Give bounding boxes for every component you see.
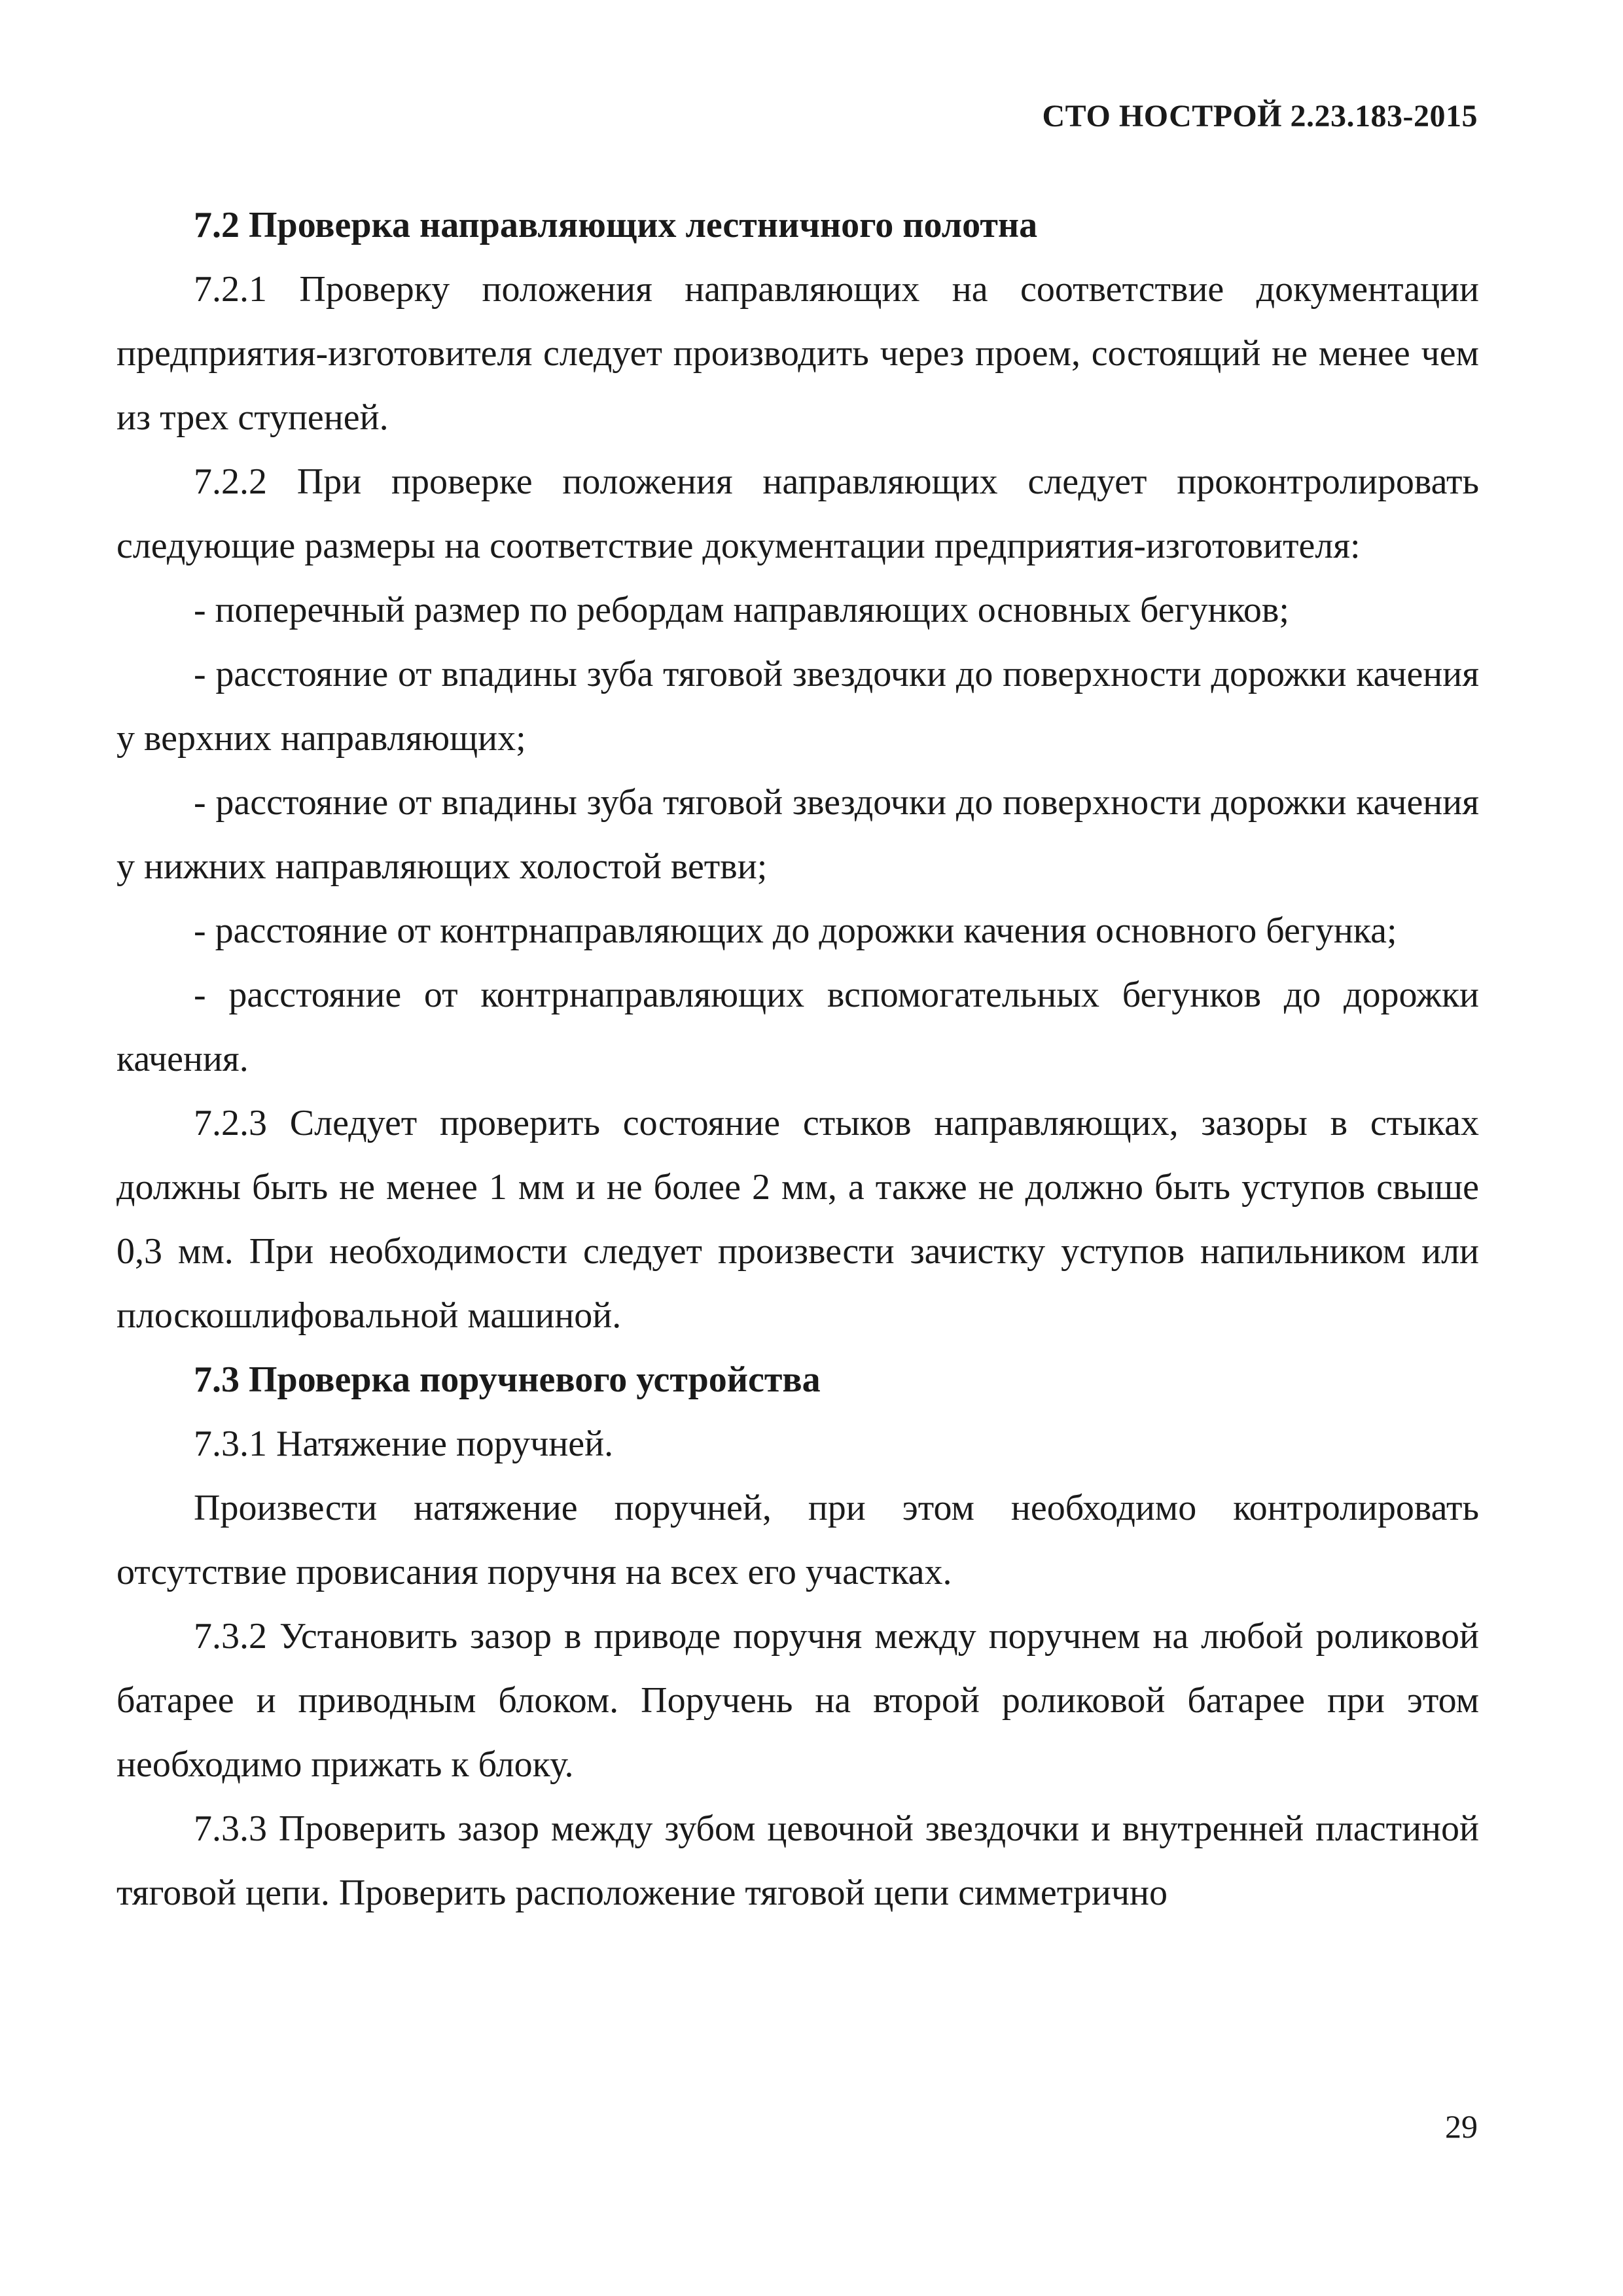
list-item: - расстояние от контрнаправляющих до дорожки качения основного бегунка;: [194, 910, 1397, 951]
paragraph-7-3-2: 7.3.2 Установить зазор в приводе поручня между поручнем на любой роликовой батарее и приводным блоком. Поручень на второй роликовой батарее при этом необходимо прижать к блоку.: [116, 1616, 1479, 1785]
list-item: - расстояние от впадины зуба тяговой звездочки до поверхности дорожки качения у верхних направляющих;: [116, 654, 1479, 759]
section-heading-7-3: 7.3 Проверка поручневого устройства: [194, 1359, 821, 1400]
paragraph-7-3-3: 7.3.3 Проверить зазор между зубом цевочной звездочки и внутренней пластиной тяговой цепи. Проверить расположение тяговой цепи симметрично: [116, 1808, 1479, 1913]
document-code-header: СТО НОСТРОЙ 2.23.183-2015: [1042, 99, 1478, 134]
page-number: 29: [1445, 2108, 1478, 2145]
paragraph-7-2-2: 7.2.2 При проверке положения направляющих следует проконтролировать следующие размеры на соответствие документации предприятия-изготовителя:: [116, 461, 1479, 566]
list-item: - расстояние от впадины зуба тяговой звездочки до поверхности дорожки качения у нижних направляющих холостой ветви;: [116, 782, 1479, 887]
paragraph-7-2-3: 7.2.3 Следует проверить состояние стыков направляющих, зазоры в стыках должны быть не менее 1 мм и не более 2 мм, а также не должно быть уступов свыше 0,3 мм. При необходимости следует произвести зачистку уступов напильником или плоскошлифовальной машиной.: [116, 1103, 1479, 1336]
section-heading-7-2: 7.2 Проверка направляющих лестничного полотна: [194, 205, 1038, 245]
paragraph-7-2-1: 7.2.1 Проверку положения направляющих на соответствие документации предприятия-изготовителя следует производить через проем, состоящий не менее чем из трех ступеней.: [116, 269, 1479, 438]
list-item: - поперечный размер по ребордам направляющих основных бегунков;: [194, 590, 1289, 630]
paragraph-7-3-1: 7.3.1 Натяжение поручней.: [194, 1424, 614, 1464]
page-body: [116, 193, 1479, 1925]
list-item: - расстояние от контрнаправляющих вспомогательных бегунков до дорожки качения.: [116, 975, 1479, 1079]
paragraph-handrail-tension: Произвести натяжение поручней, при этом необходимо контролировать отсутствие провисания поручня на всех его участках.: [116, 1488, 1479, 1592]
